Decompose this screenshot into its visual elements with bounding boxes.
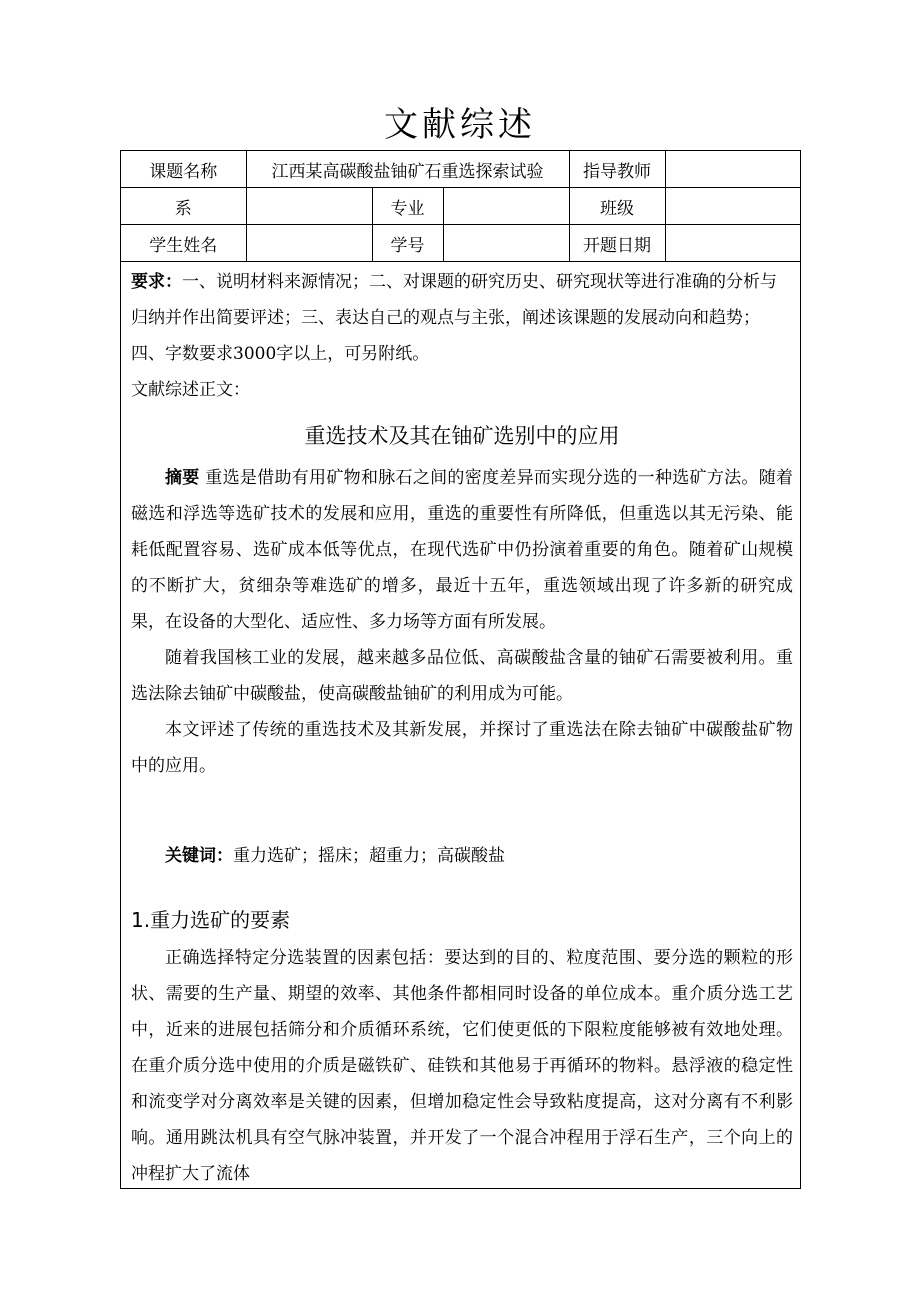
section-1-text: 正确选择特定分选装置的因素包括：要达到的目的、粒度范围、要分选的颗粒的形状、需要的生产量、期望的效率、其他条件都相同时设备的单位成本。重介质分选工艺中，近来的进展包括筛分和介质循环系统，它们使更低的下限粒度能够被有效地处理。在重介质分选中使用的介质是磁铁矿、硅铁和其他易于再循环的物料。悬浮液的稳定性和流变学对分离效率是关键的因素，但增加稳定性会导致粘度提高，这对分离有不利影响。通用跳汰机具有空气脉冲装置，并开发了一个混合冲程用于浮石生产，三个向上的冲程扩大了流体 — [131, 948, 793, 1184]
student-name-value — [246, 225, 372, 262]
section-1-title: 1.重力选矿的要素 — [131, 908, 291, 932]
table-row — [121, 151, 800, 188]
advisor-label: 指导教师 — [569, 151, 665, 188]
keywords-label: 关键词： — [165, 846, 233, 866]
requirements — [131, 264, 793, 372]
student-name-label: 学生姓名 — [121, 225, 246, 262]
info-table — [121, 151, 800, 262]
start-date-value — [665, 225, 800, 262]
keywords — [131, 838, 793, 874]
department-label: 系 — [121, 188, 246, 225]
start-date-label: 开题日期 — [569, 225, 665, 262]
abstract-label: 摘要 — [165, 468, 200, 488]
body-label: 文献综述正文： — [131, 380, 250, 400]
abstract-text: 重选是借助有用矿物和脉石之间的密度差异而实现分选的一种选矿方法。随着磁选和浮选等选矿技术的发展和应用，重选的重要性有所降低，但重选以其无污染、能耗低配置容易、选矿成本低等优点，在现代选矿中仍扮演着重要的角色。随着矿山规模的不断扩大，贫细杂等难选矿的增多，最近十五年，重选领域出现了许多新的研究成果，在设备的大型化、适应性、多力场等方面有所发展。 — [131, 468, 794, 632]
page-title: 文献综述 — [384, 105, 536, 145]
class-value — [665, 188, 800, 225]
major-label: 专业 — [372, 188, 443, 225]
requirements-label: 要求： — [131, 272, 182, 292]
paragraph-2: 随着我国核工业的发展，越来越多品位低、高碳酸盐含量的铀矿石需要被利用。重选法除去铀矿中碳酸盐，使高碳酸盐铀矿的利用成为可能。 — [131, 648, 793, 704]
table-row — [121, 225, 800, 262]
paragraph-3: 本文评述了传统的重选技术及其新发展，并探讨了重选法在除去铀矿中碳酸盐矿物中的应用。 — [131, 720, 793, 776]
requirements-text: 一、说明材料来源情况；二、对课题的研究历史、研究现状等进行准确的分析与归纳并作出简要评述；三、表达自己的观点与主张，阐述该课题的发展动向和趋势；四、字数要求3000字以上，可另附纸。 — [131, 272, 777, 364]
review-body — [131, 264, 793, 1192]
student-id-value — [443, 225, 569, 262]
topic-label: 课题名称 — [121, 151, 246, 188]
table-row — [121, 188, 800, 225]
abstract-paragraph — [131, 460, 793, 640]
student-id-label: 学号 — [372, 225, 443, 262]
class-label: 班级 — [569, 188, 665, 225]
major-value — [443, 188, 569, 225]
advisor-value — [665, 151, 800, 188]
form-frame — [120, 150, 801, 1189]
keywords-text: 重力选矿；摇床；超重力；高碳酸盐 — [233, 846, 505, 866]
department-value — [246, 188, 372, 225]
topic-value: 江西某高碳酸盐铀矿石重选探索试验 — [246, 151, 569, 188]
article-title: 重选技术及其在铀矿选别中的应用 — [304, 424, 620, 448]
